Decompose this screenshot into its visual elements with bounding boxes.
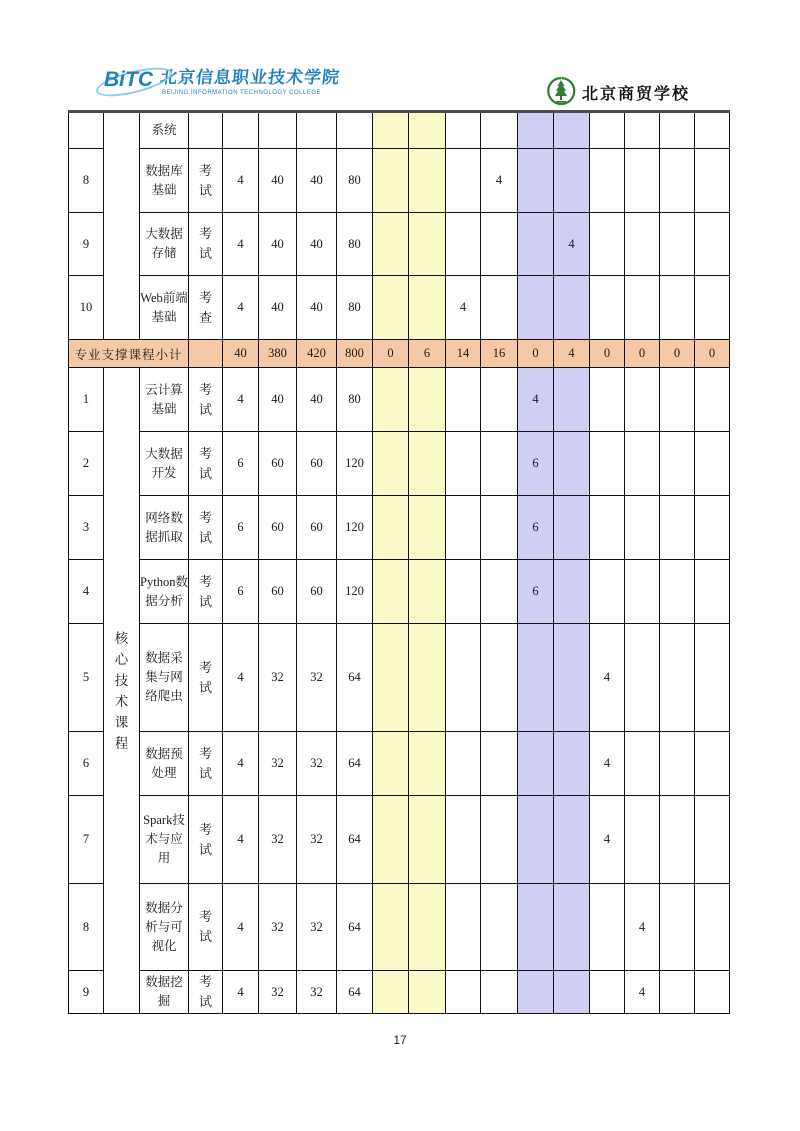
value-cell xyxy=(554,796,590,884)
value-cell xyxy=(481,112,518,149)
value-cell xyxy=(695,112,730,149)
exam-type-text: 考查 xyxy=(198,289,212,325)
category-text: 核心技术课程 xyxy=(114,630,129,751)
value-cell xyxy=(660,796,695,884)
value-cell xyxy=(590,213,625,276)
value-cell xyxy=(660,432,695,496)
value-cell xyxy=(446,624,481,732)
value-cell xyxy=(373,560,409,624)
value-cell xyxy=(590,496,625,560)
value-cell xyxy=(481,971,518,1014)
value-cell: 0 xyxy=(660,340,695,368)
value-cell xyxy=(481,368,518,432)
value-cell: 80 xyxy=(337,213,373,276)
course-name-cell: 数据分析与可视化 xyxy=(140,884,189,971)
exam-type-cell xyxy=(189,884,223,971)
value-cell: 120 xyxy=(337,496,373,560)
value-cell xyxy=(373,432,409,496)
value-cell xyxy=(660,368,695,432)
table-row xyxy=(69,796,730,884)
category-cell xyxy=(104,112,140,340)
value-cell xyxy=(695,732,730,796)
value-cell xyxy=(625,496,660,560)
exam-type-cell xyxy=(189,496,223,560)
value-cell xyxy=(409,560,446,624)
value-cell: 4 xyxy=(625,884,660,971)
row-number-cell: 6 xyxy=(69,732,104,796)
value-cell xyxy=(409,213,446,276)
value-cell: 4 xyxy=(590,732,625,796)
value-cell xyxy=(660,560,695,624)
bitc-english-name: BEIJING INFORMATION TECHNOLOGY COLLEGE xyxy=(162,90,322,96)
value-cell xyxy=(481,560,518,624)
value-cell: 64 xyxy=(337,732,373,796)
value-cell: 6 xyxy=(223,432,259,496)
value-cell xyxy=(695,884,730,971)
value-cell: 4 xyxy=(223,796,259,884)
course-name-cell: Web前端基础 xyxy=(140,276,189,340)
value-cell xyxy=(695,149,730,213)
row-number-cell: 7 xyxy=(69,796,104,884)
value-cell xyxy=(373,971,409,1014)
value-cell xyxy=(625,112,660,149)
value-cell: 4 xyxy=(223,732,259,796)
value-cell: 32 xyxy=(259,796,297,884)
value-cell: 0 xyxy=(625,340,660,368)
value-cell xyxy=(590,560,625,624)
value-cell xyxy=(625,624,660,732)
value-cell: 40 xyxy=(259,213,297,276)
table-row xyxy=(69,432,730,496)
value-cell: 32 xyxy=(259,971,297,1014)
value-cell xyxy=(695,432,730,496)
value-cell xyxy=(409,624,446,732)
value-cell: 40 xyxy=(223,340,259,368)
course-name-cell: 数据预处理 xyxy=(140,732,189,796)
value-cell xyxy=(554,971,590,1014)
subtotal-label-cell: 专业支撑课程小计 xyxy=(69,340,189,368)
value-cell xyxy=(481,496,518,560)
value-cell xyxy=(554,884,590,971)
value-cell xyxy=(660,213,695,276)
row-number-cell: 3 xyxy=(69,496,104,560)
value-cell: 4 xyxy=(223,624,259,732)
value-cell: 4 xyxy=(223,276,259,340)
value-cell xyxy=(518,732,554,796)
value-cell xyxy=(373,732,409,796)
course-name-cell: 大数据存储 xyxy=(140,213,189,276)
exam-type-text: 考试 xyxy=(198,573,212,609)
value-cell xyxy=(297,112,337,149)
tree-emblem-icon xyxy=(546,76,576,108)
value-cell xyxy=(625,213,660,276)
value-cell: 32 xyxy=(259,732,297,796)
value-cell: 0 xyxy=(518,340,554,368)
table-row xyxy=(69,884,730,971)
value-cell xyxy=(518,884,554,971)
table-row xyxy=(69,112,730,149)
value-cell xyxy=(660,884,695,971)
value-cell: 80 xyxy=(337,368,373,432)
value-cell: 4 xyxy=(625,971,660,1014)
subtotal-row xyxy=(69,340,730,368)
value-cell xyxy=(409,432,446,496)
value-cell: 800 xyxy=(337,340,373,368)
value-cell xyxy=(590,884,625,971)
value-cell: 40 xyxy=(297,149,337,213)
exam-type-text: 考试 xyxy=(198,821,212,857)
value-cell xyxy=(554,624,590,732)
value-cell xyxy=(373,149,409,213)
course-name-cell: 数据库基础 xyxy=(140,149,189,213)
value-cell: 380 xyxy=(259,340,297,368)
value-cell: 32 xyxy=(297,796,337,884)
value-cell: 80 xyxy=(337,149,373,213)
value-cell xyxy=(625,149,660,213)
value-cell xyxy=(481,732,518,796)
value-cell xyxy=(660,496,695,560)
value-cell xyxy=(554,276,590,340)
value-cell xyxy=(373,624,409,732)
exam-type-cell xyxy=(189,732,223,796)
course-name-cell: Python数据分析 xyxy=(140,560,189,624)
value-cell: 32 xyxy=(297,884,337,971)
page-number: 17 xyxy=(393,1033,407,1047)
value-cell xyxy=(518,971,554,1014)
value-cell: 4 xyxy=(223,149,259,213)
value-cell xyxy=(625,368,660,432)
exam-type-text: 考试 xyxy=(198,445,212,481)
row-number-cell: 9 xyxy=(69,213,104,276)
exam-type-cell xyxy=(189,971,223,1014)
value-cell xyxy=(625,432,660,496)
value-cell xyxy=(518,276,554,340)
exam-type-text: 考试 xyxy=(198,162,212,198)
value-cell xyxy=(590,432,625,496)
value-cell: 60 xyxy=(297,432,337,496)
value-cell: 6 xyxy=(223,560,259,624)
value-cell: 16 xyxy=(481,340,518,368)
exam-type-cell xyxy=(189,149,223,213)
value-cell xyxy=(481,432,518,496)
value-cell: 60 xyxy=(297,496,337,560)
value-cell: 40 xyxy=(297,276,337,340)
value-cell xyxy=(695,496,730,560)
table-row xyxy=(69,560,730,624)
row-number-cell: 1 xyxy=(69,368,104,432)
value-cell xyxy=(409,149,446,213)
value-cell xyxy=(373,796,409,884)
value-cell: 0 xyxy=(695,340,730,368)
value-cell xyxy=(409,732,446,796)
exam-type-cell xyxy=(189,276,223,340)
table-row xyxy=(69,368,730,432)
value-cell: 4 xyxy=(590,796,625,884)
table-row xyxy=(69,149,730,213)
value-cell xyxy=(660,112,695,149)
value-cell xyxy=(446,149,481,213)
value-cell xyxy=(373,884,409,971)
value-cell xyxy=(554,432,590,496)
row-number-cell: 8 xyxy=(69,149,104,213)
school-name-text: 北京商贸学校 xyxy=(582,85,691,103)
category-cell xyxy=(104,368,140,1014)
value-cell xyxy=(409,496,446,560)
exam-type-cell xyxy=(189,624,223,732)
value-cell xyxy=(409,112,446,149)
value-cell xyxy=(554,560,590,624)
row-number-cell: 5 xyxy=(69,624,104,732)
value-cell xyxy=(590,276,625,340)
value-cell xyxy=(695,560,730,624)
value-cell xyxy=(695,276,730,340)
exam-type-cell xyxy=(189,340,223,368)
value-cell xyxy=(660,732,695,796)
exam-type-text: 考试 xyxy=(198,226,212,261)
value-cell xyxy=(695,213,730,276)
value-cell xyxy=(660,971,695,1014)
value-cell xyxy=(695,796,730,884)
value-cell xyxy=(518,624,554,732)
value-cell: 40 xyxy=(259,149,297,213)
value-cell: 4 xyxy=(554,340,590,368)
row-number-cell: 4 xyxy=(69,560,104,624)
value-cell xyxy=(554,732,590,796)
exam-type-text: 考试 xyxy=(198,659,212,695)
value-cell xyxy=(625,732,660,796)
bitc-abbr-block xyxy=(104,68,153,92)
bitc-name-block xyxy=(160,68,340,97)
value-cell xyxy=(446,732,481,796)
course-name-cell: 网络数据抓取 xyxy=(140,496,189,560)
value-cell xyxy=(660,149,695,213)
value-cell xyxy=(625,796,660,884)
value-cell xyxy=(446,496,481,560)
value-cell xyxy=(518,796,554,884)
value-cell: 4 xyxy=(554,213,590,276)
value-cell: 0 xyxy=(590,340,625,368)
value-cell xyxy=(259,112,297,149)
value-cell xyxy=(373,368,409,432)
value-cell xyxy=(446,432,481,496)
value-cell: 420 xyxy=(297,340,337,368)
value-cell xyxy=(481,796,518,884)
table-row xyxy=(69,276,730,340)
row-number-cell xyxy=(69,112,104,149)
value-cell xyxy=(446,796,481,884)
table-row xyxy=(69,732,730,796)
row-number-cell: 9 xyxy=(69,971,104,1014)
value-cell xyxy=(446,884,481,971)
value-cell xyxy=(554,149,590,213)
value-cell xyxy=(446,112,481,149)
school-logo xyxy=(546,76,690,108)
value-cell: 4 xyxy=(590,624,625,732)
value-cell xyxy=(518,213,554,276)
value-cell xyxy=(625,276,660,340)
exam-type-cell xyxy=(189,368,223,432)
value-cell: 4 xyxy=(518,368,554,432)
value-cell xyxy=(373,112,409,149)
value-cell: 6 xyxy=(518,432,554,496)
row-number-cell: 10 xyxy=(69,276,104,340)
value-cell: 14 xyxy=(446,340,481,368)
value-cell xyxy=(409,796,446,884)
value-cell: 40 xyxy=(297,368,337,432)
value-cell xyxy=(373,213,409,276)
row-number-cell: 2 xyxy=(69,432,104,496)
value-cell: 0 xyxy=(373,340,409,368)
value-cell xyxy=(446,213,481,276)
value-cell: 40 xyxy=(259,368,297,432)
course-name-cell: Spark技术与应用 xyxy=(140,796,189,884)
value-cell: 60 xyxy=(297,560,337,624)
value-cell xyxy=(409,971,446,1014)
value-cell: 60 xyxy=(259,560,297,624)
exam-type-text: 考试 xyxy=(198,974,212,1009)
exam-type-cell xyxy=(189,213,223,276)
value-cell xyxy=(695,971,730,1014)
value-cell xyxy=(446,560,481,624)
value-cell: 32 xyxy=(259,884,297,971)
value-cell xyxy=(660,624,695,732)
value-cell xyxy=(337,112,373,149)
exam-type-text: 考试 xyxy=(198,381,212,417)
value-cell: 32 xyxy=(297,732,337,796)
value-cell: 120 xyxy=(337,560,373,624)
value-cell: 40 xyxy=(297,213,337,276)
exam-type-text: 考试 xyxy=(198,509,212,545)
table-row xyxy=(69,971,730,1014)
course-name-cell: 数据挖掘 xyxy=(140,971,189,1014)
value-cell xyxy=(554,368,590,432)
value-cell: 40 xyxy=(259,276,297,340)
value-cell: 4 xyxy=(223,884,259,971)
value-cell xyxy=(481,276,518,340)
value-cell xyxy=(625,560,660,624)
value-cell xyxy=(590,368,625,432)
bitc-abbr-text: BiTC xyxy=(104,68,153,91)
value-cell: 4 xyxy=(223,971,259,1014)
value-cell xyxy=(409,368,446,432)
value-cell: 32 xyxy=(297,971,337,1014)
value-cell xyxy=(554,496,590,560)
value-cell xyxy=(373,276,409,340)
course-name-cell: 系统 xyxy=(140,112,189,149)
exam-type-text: 考试 xyxy=(198,745,212,781)
value-cell: 32 xyxy=(259,624,297,732)
value-cell: 64 xyxy=(337,971,373,1014)
curriculum-table-wrap xyxy=(68,110,730,1014)
curriculum-table xyxy=(68,110,730,1014)
value-cell xyxy=(481,213,518,276)
table-row xyxy=(69,213,730,276)
value-cell: 4 xyxy=(481,149,518,213)
value-cell: 4 xyxy=(223,213,259,276)
bitc-logo xyxy=(104,68,340,97)
exam-type-cell xyxy=(189,796,223,884)
value-cell: 64 xyxy=(337,884,373,971)
value-cell: 6 xyxy=(223,496,259,560)
value-cell xyxy=(409,884,446,971)
value-cell xyxy=(481,884,518,971)
exam-type-cell xyxy=(189,432,223,496)
value-cell: 60 xyxy=(259,496,297,560)
exam-type-cell xyxy=(189,560,223,624)
value-cell: 6 xyxy=(518,560,554,624)
value-cell: 64 xyxy=(337,796,373,884)
value-cell: 120 xyxy=(337,432,373,496)
value-cell xyxy=(373,496,409,560)
value-cell xyxy=(590,149,625,213)
value-cell xyxy=(518,112,554,149)
row-number-cell: 8 xyxy=(69,884,104,971)
value-cell xyxy=(660,276,695,340)
value-cell: 6 xyxy=(518,496,554,560)
value-cell xyxy=(590,971,625,1014)
value-cell xyxy=(409,276,446,340)
value-cell: 64 xyxy=(337,624,373,732)
value-cell xyxy=(446,368,481,432)
value-cell: 4 xyxy=(223,368,259,432)
value-cell xyxy=(446,971,481,1014)
value-cell xyxy=(518,149,554,213)
value-cell xyxy=(223,112,259,149)
value-cell xyxy=(695,368,730,432)
value-cell: 32 xyxy=(297,624,337,732)
value-cell xyxy=(481,624,518,732)
bitc-chinese-name: 北京信息职业技术学院 xyxy=(159,68,342,87)
course-name-cell: 云计算基础 xyxy=(140,368,189,432)
value-cell xyxy=(554,112,590,149)
exam-type-text: 考试 xyxy=(198,909,212,944)
value-cell: 4 xyxy=(446,276,481,340)
table-row xyxy=(69,624,730,732)
table-row xyxy=(69,496,730,560)
value-cell: 80 xyxy=(337,276,373,340)
value-cell: 60 xyxy=(259,432,297,496)
course-name-cell: 大数据开发 xyxy=(140,432,189,496)
value-cell: 6 xyxy=(409,340,446,368)
course-name-cell: 数据采集与网络爬虫 xyxy=(140,624,189,732)
exam-type-cell xyxy=(189,112,223,149)
value-cell xyxy=(590,112,625,149)
value-cell xyxy=(695,624,730,732)
